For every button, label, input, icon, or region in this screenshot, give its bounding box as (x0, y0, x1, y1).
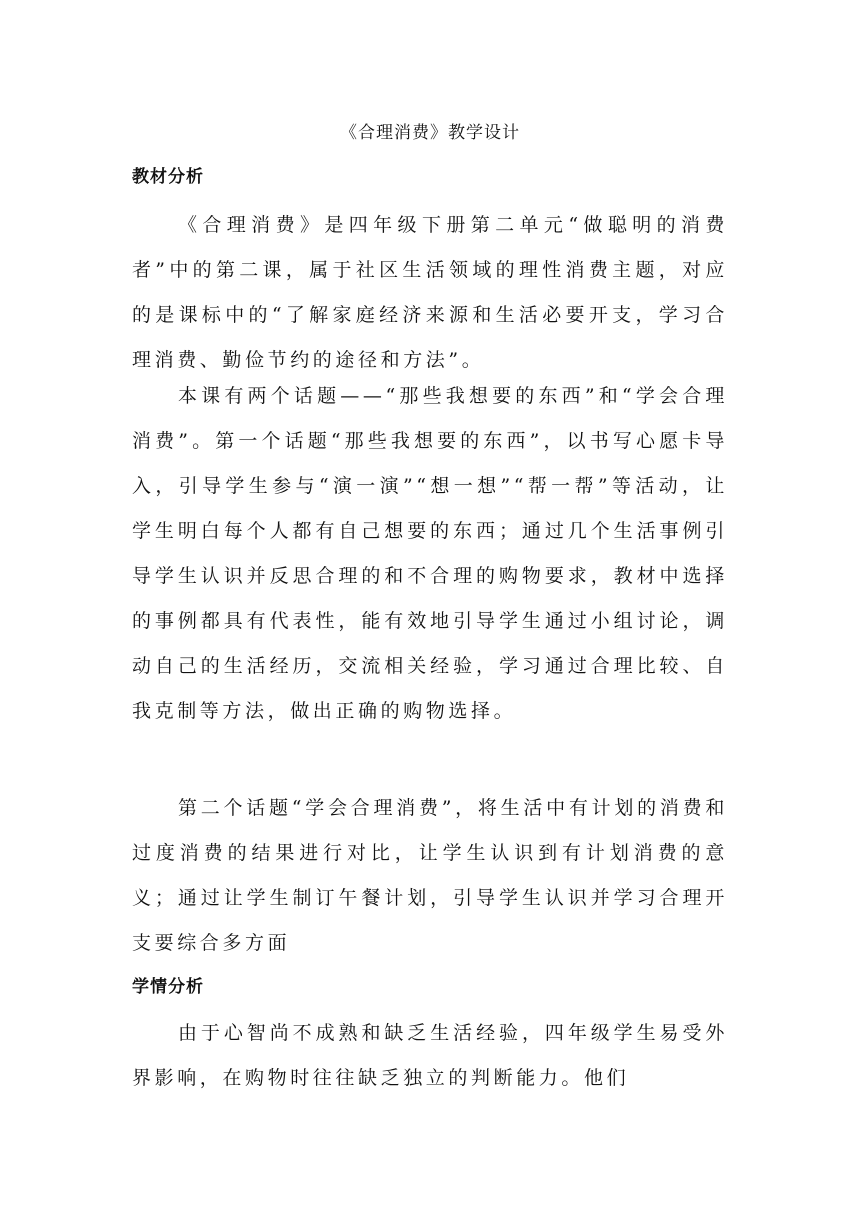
paragraph-two-topics: 本课有两个话题——“那些我想要的东西”和“学会合理消费”。第一个话题“那些我想要的东西”，以书写心愿卡导入，引导学生参与“演一演”“想一想”“帮一帮”等活动，让学生明白每个人都有自己想要的东西；通过几个生活事例引导学生认识并反思合理的和不合理的购物要求，教材中选择的事例都具有代表性，能有效地引导学生通过小组讨论，调动自己的生活经历，交流相关经验，学习通过合理比较、自我克制等方法，做出正确的购物选择。 (132, 385, 728, 722)
document-title: 《合理消费》教学设计 (340, 123, 520, 143)
section-heading-student-analysis: 学情分析 (132, 977, 204, 997)
paragraph-textbook-intro: 《合理消费》是四年级下册第二单元“做聪明的消费者”中的第二课，属于社区生活领域的理性消费主题，对应的是课标中的“了解家庭经济来源和生活必要开支，学习合理消费、勤俭节约的途径和方法”。 (132, 214, 728, 371)
section-heading-textbook-analysis: 教材分析 (132, 167, 204, 187)
paragraph-student-intro: 由于心智尚不成熟和缺乏生活经验，四年级学生易受外界影响，在购物时往往缺乏独立的判断能力。他们 (132, 1022, 728, 1089)
paragraph-second-topic: 第二个话题“学会合理消费”，将生活中有计划的消费和过度消费的结果进行对比，让学生认识到有计划消费的意义；通过让学生制订午餐计划，引导学生认识并学习合理开支要综合多方面 (132, 797, 728, 954)
